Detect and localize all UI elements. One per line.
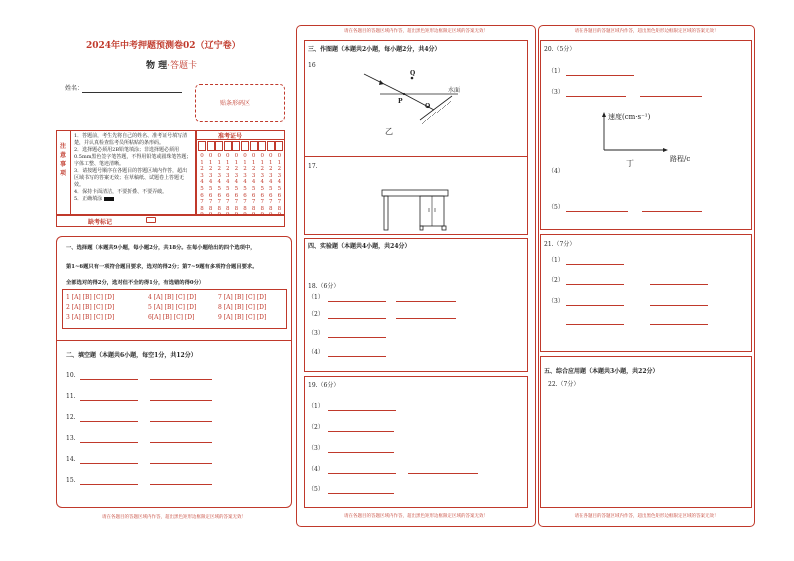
exam-digit-column bbox=[242, 153, 249, 219]
exam-digit-option[interactable]: 0 bbox=[217, 153, 221, 159]
exam-digit-option[interactable]: 7 bbox=[234, 199, 239, 206]
choice-fill-section bbox=[56, 236, 292, 508]
exam-digit-option[interactable]: 8 bbox=[243, 205, 247, 212]
exam-digit-option[interactable]: 4 bbox=[251, 179, 256, 186]
q20-answer-line[interactable] bbox=[566, 96, 626, 97]
graph-tag: 丁 bbox=[626, 159, 634, 168]
exam-digit-option[interactable]: 8 bbox=[208, 205, 213, 212]
section1-line3: 全部选对的得2分，选对但不全的得1分，有选错的得0分） bbox=[66, 280, 205, 286]
notice-list bbox=[74, 133, 192, 203]
warning-middle-bottom: 请在各题目的答题区域内作答，超出黑色矩形边框限定区域的答案无效！ bbox=[344, 514, 488, 519]
exam-digit-option[interactable]: 5 bbox=[234, 185, 239, 192]
q18-part: （2） bbox=[308, 311, 324, 318]
exam-digit-option[interactable]: 4 bbox=[243, 179, 247, 186]
exam-digit-option[interactable]: 8 bbox=[277, 205, 282, 212]
exam-digit-option[interactable]: 4 bbox=[277, 179, 282, 186]
exam-digit-column bbox=[276, 153, 283, 219]
notice-item: 2．选择题必须用2B铅笔填涂；非选择题必须用0.5mm黑色签字笔答题，不得用铅笔或圆珠笔答题；字体工整、笔迹清晰。 bbox=[74, 147, 192, 167]
exam-digit-option[interactable]: 3 bbox=[277, 172, 282, 179]
exam-digit-column bbox=[233, 153, 240, 219]
exam-digit-option[interactable]: 1 bbox=[226, 159, 230, 166]
fill-answer-line[interactable] bbox=[80, 442, 138, 443]
q21-part: （3） bbox=[548, 298, 564, 305]
q17-number: 17. bbox=[308, 163, 318, 170]
exam-digit-option[interactable]: 9 bbox=[208, 212, 213, 219]
exam-digit-option[interactable]: 7 bbox=[226, 199, 230, 206]
choice-row[interactable]: 6[A] [B] [C] [D] bbox=[148, 314, 195, 321]
card-label: ·答题卡 bbox=[167, 61, 198, 71]
q20-answer-line[interactable] bbox=[640, 96, 702, 97]
exam-digit-option[interactable]: 3 bbox=[260, 172, 264, 179]
exam-digit-option[interactable]: 7 bbox=[200, 199, 204, 206]
fill-answer-line[interactable] bbox=[80, 379, 138, 380]
exam-digit-option[interactable]: 8 bbox=[269, 205, 273, 212]
notice-item: 1．答题前，考生先将自己的姓名、准考证号填写清楚，并认真检查监考员所粘贴的条形码。 bbox=[74, 133, 188, 146]
exam-digit-option[interactable]: 1 bbox=[200, 159, 204, 166]
exam-digit-option[interactable]: 2 bbox=[226, 166, 230, 173]
q19-part: （2） bbox=[308, 424, 324, 431]
page-title: 2024年中考押题预测卷02（辽宁卷） bbox=[86, 41, 241, 51]
exam-digit-column bbox=[250, 153, 257, 219]
exam-digit-option[interactable]: 9 bbox=[269, 212, 273, 219]
q21-answer-line[interactable] bbox=[566, 284, 624, 285]
choice-row[interactable]: 3 [A] [B] [C] [D] bbox=[66, 314, 115, 321]
fill-question-number: 15. bbox=[66, 477, 76, 484]
point-p bbox=[403, 93, 405, 95]
warning-left: 请在各题目的答题区域内作答，超出黑色矩形边框限定区域的答案无效！ bbox=[102, 515, 246, 520]
exam-digit-option[interactable]: 5 bbox=[217, 185, 221, 192]
q21-box bbox=[540, 234, 752, 352]
fill-answer-line[interactable] bbox=[150, 400, 212, 401]
exam-digit-option[interactable]: 4 bbox=[208, 179, 213, 186]
exam-digit-option[interactable]: 0 bbox=[234, 153, 239, 159]
experiment-section-19 bbox=[304, 376, 528, 508]
barcode-label: 贴条形码区 bbox=[220, 100, 251, 107]
exam-digit-column bbox=[207, 153, 214, 219]
exam-digit-option[interactable]: 9 bbox=[243, 212, 247, 219]
q21-number: 21.（7分） bbox=[544, 241, 576, 248]
exam-digit-option[interactable]: 2 bbox=[269, 166, 273, 173]
q16-number: 16 bbox=[308, 62, 316, 69]
fill-answer-line[interactable] bbox=[150, 379, 212, 380]
exam-digit-option[interactable]: 9 bbox=[200, 212, 204, 219]
exam-number-cell[interactable] bbox=[224, 141, 232, 151]
exam-digit-option[interactable]: 8 bbox=[226, 205, 230, 212]
choice-row[interactable]: 1 [A] [B] [C] [D] bbox=[66, 294, 115, 301]
graph-ylabel: 速度(cm·s⁻¹) bbox=[608, 113, 651, 121]
exam-digit-option[interactable]: 1 bbox=[208, 159, 213, 166]
choice-row[interactable]: 2 [A] [B] [C] [D] bbox=[66, 304, 115, 311]
q20-part: （1） bbox=[548, 68, 564, 75]
exam-digit-option[interactable]: 6 bbox=[226, 192, 230, 199]
warning-right-bottom: 请在各题目的答题区域内作答，超出黑色矩形边框限定区域的答案无效！ bbox=[574, 514, 719, 519]
exam-digit-option[interactable]: 9 bbox=[260, 212, 264, 219]
q18-answer-line[interactable] bbox=[328, 337, 386, 338]
q21-answer-line[interactable] bbox=[566, 264, 624, 265]
q19-part: （1） bbox=[308, 403, 324, 410]
choice-row[interactable]: 7 [A] [B] [C] [D] bbox=[218, 294, 267, 301]
y-axis-arrow-icon bbox=[602, 112, 606, 117]
exam-digit-option[interactable]: 8 bbox=[217, 205, 221, 212]
fill-answer-line[interactable] bbox=[150, 463, 212, 464]
exam-digit-option[interactable]: 0 bbox=[269, 153, 273, 159]
q21-answer-line[interactable] bbox=[650, 324, 708, 325]
exam-digit-option[interactable]: 6 bbox=[217, 192, 221, 199]
q18-answer-line[interactable] bbox=[328, 356, 386, 357]
fill-question-number: 12. bbox=[66, 414, 76, 421]
label-o: O bbox=[425, 103, 431, 110]
exam-digit-option[interactable]: 9 bbox=[226, 212, 230, 219]
exam-digit-option[interactable]: 9 bbox=[217, 212, 221, 219]
q18-part: （1） bbox=[308, 294, 324, 301]
absent-checkbox[interactable] bbox=[146, 217, 156, 223]
q20-part: （4） bbox=[548, 168, 564, 175]
q18-answer-line[interactable] bbox=[328, 301, 386, 302]
exam-digit-option[interactable]: 0 bbox=[251, 153, 256, 159]
exam-digit-option[interactable]: 1 bbox=[243, 159, 247, 166]
exam-digit-option[interactable]: 2 bbox=[217, 166, 221, 173]
section2-title: 二、填空题（本题共6小题，每空1分，共12分） bbox=[66, 352, 197, 359]
fill-question-number: 11. bbox=[66, 393, 76, 400]
exam-digit-option[interactable]: 3 bbox=[217, 172, 221, 179]
exam-digit-option[interactable]: 6 bbox=[260, 192, 264, 199]
q19-answer-line[interactable] bbox=[328, 473, 396, 474]
q19-answer-line[interactable] bbox=[328, 431, 394, 432]
exam-digit-option[interactable]: 5 bbox=[208, 185, 213, 192]
exam-digit-option[interactable]: 2 bbox=[243, 166, 247, 173]
exam-digit-column bbox=[267, 153, 274, 219]
q19-answer-line[interactable] bbox=[328, 410, 396, 411]
exam-number-cell[interactable] bbox=[198, 141, 206, 151]
exam-number-cell[interactable] bbox=[215, 141, 223, 151]
exam-digit-option[interactable]: 6 bbox=[208, 192, 213, 199]
exam-digit-option[interactable]: 6 bbox=[277, 192, 282, 199]
label-q: Q bbox=[410, 70, 416, 77]
exam-digit-option[interactable]: 0 bbox=[208, 153, 213, 159]
exam-digit-option[interactable]: 0 bbox=[260, 153, 264, 159]
exam-digit-option[interactable]: 2 bbox=[234, 166, 239, 173]
q19-part: （4） bbox=[308, 466, 324, 473]
fill-answer-line[interactable] bbox=[80, 421, 138, 422]
subject-title bbox=[146, 58, 197, 71]
q19-answer-line[interactable] bbox=[328, 452, 394, 453]
exam-number-cell[interactable] bbox=[258, 141, 266, 151]
q18-part: （3） bbox=[308, 330, 324, 337]
section4-title: 四、实验题（本题共4小题，共24分） bbox=[308, 243, 411, 250]
exam-digit-option[interactable]: 1 bbox=[234, 159, 239, 166]
q18-answer-line[interactable] bbox=[396, 318, 456, 319]
exam-number-cell[interactable] bbox=[250, 141, 258, 151]
exam-digit-option[interactable]: 2 bbox=[277, 166, 282, 173]
label-p: P bbox=[398, 98, 403, 105]
fill-answer-line[interactable] bbox=[80, 400, 138, 401]
exam-digit-column bbox=[216, 153, 223, 219]
exam-digit-option[interactable]: 6 bbox=[251, 192, 256, 199]
q22-box bbox=[540, 356, 752, 508]
q21-answer-line[interactable] bbox=[650, 305, 708, 306]
exam-digit-option[interactable]: 6 bbox=[269, 192, 273, 199]
exam-number-label: 准考证号 bbox=[218, 133, 243, 140]
q20-answer-line[interactable] bbox=[566, 211, 628, 212]
choice-row[interactable]: 5 [A] [B] [C] [D] bbox=[148, 304, 197, 311]
exam-digit-option[interactable]: 7 bbox=[251, 199, 256, 206]
exam-digit-option[interactable]: 2 bbox=[260, 166, 264, 173]
fill-answer-line[interactable] bbox=[80, 463, 138, 464]
exam-digit-option[interactable]: 5 bbox=[200, 185, 204, 192]
q19-answer-line[interactable] bbox=[408, 473, 478, 474]
exam-digit-option[interactable]: 6 bbox=[200, 192, 204, 199]
fill-question-number: 13. bbox=[66, 435, 76, 442]
exam-digit-option[interactable]: 3 bbox=[269, 172, 273, 179]
q18-answer-line[interactable] bbox=[328, 318, 386, 319]
label-water: 水面 bbox=[448, 87, 461, 94]
exam-number-cell[interactable] bbox=[275, 141, 283, 151]
exam-digit-option[interactable]: 4 bbox=[200, 179, 204, 186]
fill-answer-line[interactable] bbox=[150, 421, 212, 422]
q18-number: 18.（6分） bbox=[308, 283, 340, 290]
q19-answer-line[interactable] bbox=[328, 493, 394, 494]
exam-digit-option[interactable]: 1 bbox=[277, 159, 282, 166]
exam-number-cell[interactable] bbox=[241, 141, 249, 151]
exam-digit-option[interactable]: 5 bbox=[269, 185, 273, 192]
exam-digit-option[interactable]: 5 bbox=[277, 185, 282, 192]
q19-part: （5） bbox=[308, 486, 324, 493]
exam-digit-option[interactable]: 7 bbox=[243, 199, 247, 206]
q20-part: （5） bbox=[548, 204, 564, 211]
exam-digit-option[interactable]: 5 bbox=[260, 185, 264, 192]
name-label: 姓名： bbox=[65, 85, 84, 92]
q19-number: 19.（6分） bbox=[308, 382, 340, 389]
section3-title: 三、作图题（本题共2小题，每小题2分，共4分） bbox=[308, 46, 441, 53]
ray-arrow-icon bbox=[379, 80, 384, 85]
exam-digit-option[interactable]: 1 bbox=[217, 159, 221, 166]
exam-digit-option[interactable]: 7 bbox=[217, 199, 221, 206]
q21-part: （2） bbox=[548, 277, 564, 284]
exam-digit-option[interactable]: 0 bbox=[200, 153, 204, 159]
exam-digit-option[interactable]: 4 bbox=[260, 179, 264, 186]
exam-digit-option[interactable]: 3 bbox=[234, 172, 239, 179]
choice-row[interactable]: 4 [A] [B] [C] [D] bbox=[148, 294, 197, 301]
q18-part: （4） bbox=[308, 349, 324, 356]
exam-digit-column bbox=[259, 153, 266, 219]
fill-question-number: 10. bbox=[66, 372, 76, 379]
q20-part: （3） bbox=[548, 89, 564, 96]
fill-answer-line[interactable] bbox=[150, 484, 212, 485]
q21-answer-line[interactable] bbox=[650, 284, 708, 285]
exam-number-cell[interactable] bbox=[267, 141, 275, 151]
label-yi: 乙 bbox=[385, 127, 393, 136]
exam-digit-option[interactable]: 1 bbox=[269, 159, 273, 166]
exam-digit-column bbox=[199, 153, 206, 219]
q20-answer-line[interactable] bbox=[566, 75, 634, 76]
section1-line2: 第1~6题只有一项符合题目要求，选对的得2分；第7~9题有多项符合题目要求。 bbox=[66, 264, 258, 270]
x-axis-arrow-icon bbox=[663, 148, 668, 152]
q18-answer-line[interactable] bbox=[396, 301, 456, 302]
point-q bbox=[411, 77, 414, 80]
filled-mark-icon bbox=[104, 197, 114, 201]
fill-answer-line[interactable] bbox=[80, 484, 138, 485]
notice-item: 5．正确填涂 bbox=[74, 196, 192, 203]
experiment-section-18 bbox=[304, 238, 528, 372]
fill-question-number: 14. bbox=[66, 456, 76, 463]
q22-number: 22.（7分） bbox=[548, 381, 580, 388]
section1-title: 一、选择题（本题共9小题，每小题2分，共18分。在每小题给出的四个选项中， bbox=[66, 245, 256, 251]
exam-digit-option[interactable]: 5 bbox=[226, 185, 230, 192]
exam-digit-option[interactable]: 0 bbox=[243, 153, 247, 159]
exam-digit-option[interactable]: 1 bbox=[260, 159, 264, 166]
name-line[interactable] bbox=[82, 92, 182, 93]
exam-digit-column bbox=[224, 153, 231, 219]
q20-answer-line[interactable] bbox=[642, 211, 702, 212]
exam-digit-option[interactable]: 2 bbox=[251, 166, 256, 173]
exam-digit-option[interactable]: 9 bbox=[234, 212, 239, 219]
exam-digit-option[interactable]: 7 bbox=[260, 199, 264, 206]
exam-digit-option[interactable]: 1 bbox=[251, 159, 256, 166]
exam-digit-option[interactable]: 8 bbox=[251, 205, 256, 212]
notice-title: 注意事项 bbox=[60, 143, 67, 177]
q21-part: （1） bbox=[548, 257, 564, 264]
choice-row[interactable]: 8 [A] [B] [C] [D] bbox=[218, 304, 267, 311]
exam-digit-option[interactable]: 4 bbox=[269, 179, 273, 186]
exam-number-cell[interactable] bbox=[207, 141, 215, 151]
exam-digit-option[interactable]: 8 bbox=[260, 205, 264, 212]
q21-answer-line[interactable] bbox=[566, 324, 624, 325]
exam-digit-option[interactable]: 7 bbox=[277, 199, 282, 206]
warning-middle-top: 请在各题目的答题区域内作答，超出黑色矩形边框限定区域的答案无效！ bbox=[344, 29, 488, 34]
exam-digit-option[interactable]: 2 bbox=[208, 166, 213, 173]
exam-digit-option[interactable]: 9 bbox=[251, 212, 256, 219]
warning-right-top: 请在各题目的答题区域内作答，超出黑色矩形边框限定区域的答案无效！ bbox=[574, 29, 719, 34]
notice-item: 3．请按题号顺序在各题目的答题区域内作答，超出区域书写的答案无效；在草稿纸、试题卷上答题无效。 bbox=[74, 168, 188, 188]
exam-digit-option[interactable]: 3 bbox=[251, 172, 256, 179]
choice-row[interactable]: 9 [A] [B] [C] [D] bbox=[218, 314, 267, 321]
q17-table-figure bbox=[380, 188, 450, 233]
exam-digit-option[interactable]: 3 bbox=[200, 172, 204, 179]
exam-digit-option[interactable]: 3 bbox=[226, 172, 230, 179]
exam-digit-option[interactable]: 5 bbox=[251, 185, 256, 192]
exam-digit-option[interactable]: 4 bbox=[226, 179, 230, 186]
q20-number: 20.（5分） bbox=[544, 46, 576, 53]
exam-digit-option[interactable]: 9 bbox=[277, 212, 282, 219]
exam-digit-option[interactable]: 4 bbox=[217, 179, 221, 186]
exam-digit-option[interactable]: 6 bbox=[243, 192, 247, 199]
exam-digit-option[interactable]: 7 bbox=[208, 199, 213, 206]
barcode-area bbox=[195, 84, 285, 122]
exam-digit-option[interactable]: 7 bbox=[269, 199, 273, 206]
exam-digit-option[interactable]: 3 bbox=[208, 172, 213, 179]
exam-digit-option[interactable]: 2 bbox=[200, 166, 204, 173]
exam-digit-option[interactable]: 8 bbox=[234, 205, 239, 212]
exam-digit-option[interactable]: 8 bbox=[200, 205, 204, 212]
q21-answer-line[interactable] bbox=[566, 305, 624, 306]
fill-answer-line[interactable] bbox=[150, 442, 212, 443]
exam-digit-option[interactable]: 5 bbox=[243, 185, 247, 192]
notice-item: 4．保持卡面清洁，不要折叠、不要弄破。 bbox=[74, 189, 168, 195]
exam-number-cell[interactable] bbox=[232, 141, 240, 151]
exam-digit-option[interactable]: 0 bbox=[277, 153, 282, 159]
q19-part: （3） bbox=[308, 445, 324, 452]
exam-digit-option[interactable]: 4 bbox=[234, 179, 239, 186]
graph-xlabel: 路程/c bbox=[670, 155, 691, 163]
absent-label: 缺考标记 bbox=[88, 219, 113, 226]
exam-digit-option[interactable]: 3 bbox=[243, 172, 247, 179]
exam-digit-option[interactable]: 6 bbox=[234, 192, 239, 199]
exam-digit-option[interactable]: 0 bbox=[226, 153, 230, 159]
subject-name: 物 理 bbox=[146, 61, 168, 71]
section5-title: 五、综合应用题（本题共3小题，共22分） bbox=[544, 368, 659, 375]
